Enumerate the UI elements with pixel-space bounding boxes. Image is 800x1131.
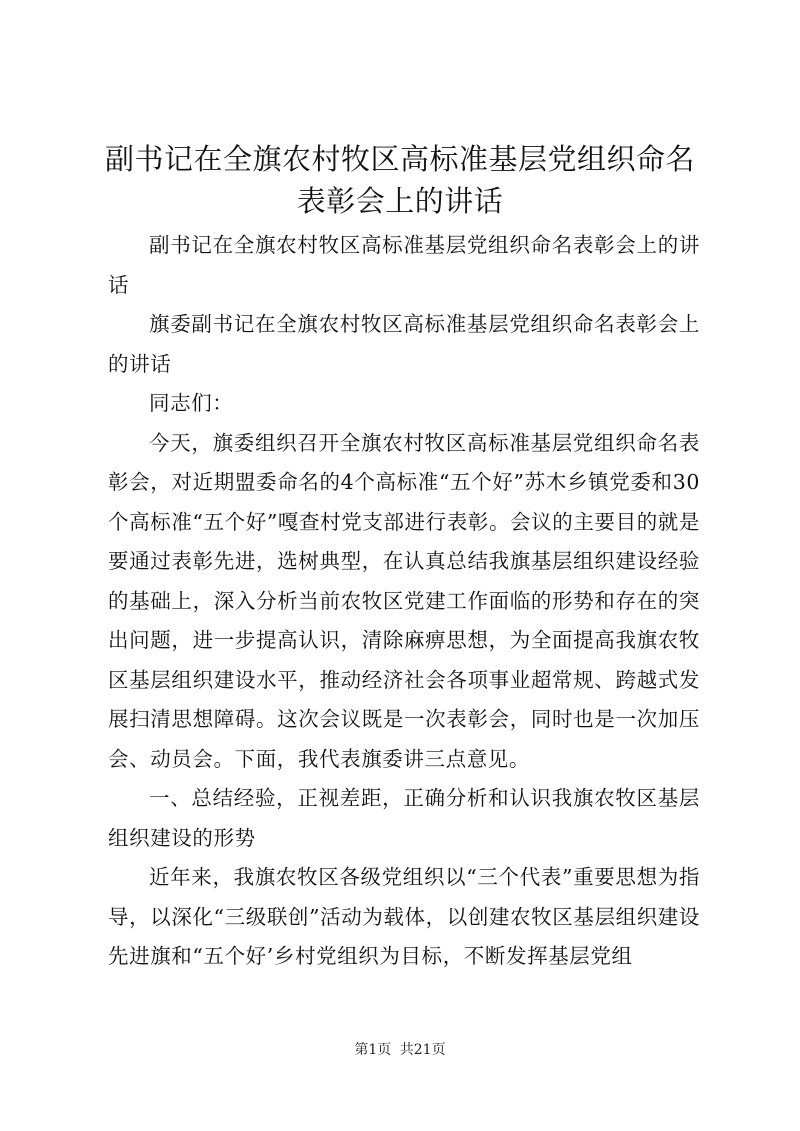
title-line-2: 表彰会上的讲话 (296, 184, 504, 218)
page-footer (0, 1040, 800, 1060)
document-body (108, 226, 700, 977)
section-heading: 一、总结经验，正视差距，正确分析和认识我旗农牧区基层组织建设的形势 (108, 786, 700, 850)
page-total: 共21页 (399, 1042, 446, 1058)
paragraph: 近年来，我旗农牧区各级党组织以“三个代表”重要思想为指导，以深化“三级联创”活动为载体，以创建农牧区基层组织建设先进旗和“五个好’乡村党组织为目标，不断发挥基层党组 (108, 865, 700, 968)
document-title (100, 138, 700, 222)
paragraph: 旗委副书记在全旗农村牧区高标准基层党组织命名表彰会上的讲话 (108, 312, 700, 376)
paragraph: 同志们： (149, 391, 234, 415)
title-line-1: 副书记在全旗农村牧区高标准基层党组织命名 (104, 142, 695, 176)
paragraph: 副书记在全旗农村牧区高标准基层党组织命名表彰会上的讲话 (108, 233, 700, 297)
paragraph: 今天，旗委组织召开全旗农村牧区高标准基层党组织命名表彰会，对近期盟委命名的4个高标准“五个好”苏木乡镇党委和30个高标准“五个好”嘎查村党支部进行表彰。会议的主要目的就是要通过表彰先进，选树典型，在认真总结我旗基层组织建设经验的基础上，深入分析当前农牧区党建工作面临的形势和存在的突出问题，进一步提高认识，清除麻痹思想，为全面提高我旗农牧区基层组织建设水平，推动经济社会各项事业超常规、跨越式发展扫清思想障碍。这次会议既是一次表彰会，同时也是一次加压会、动员会。下面，我代表旗委讲三点意见。 (108, 430, 700, 771)
page-number: 第1页 (354, 1042, 392, 1058)
